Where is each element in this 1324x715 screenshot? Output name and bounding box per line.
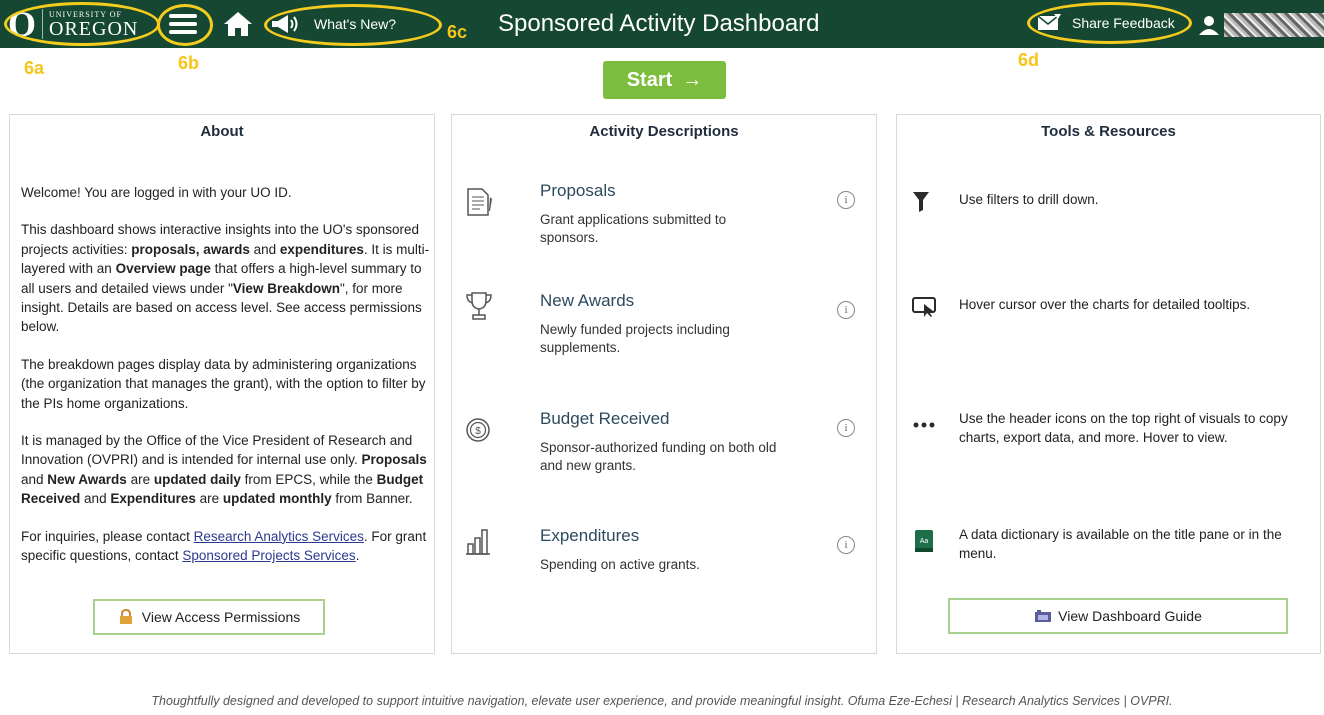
view-dashboard-guide-label: View Dashboard Guide xyxy=(1058,608,1202,624)
info-icon[interactable]: i xyxy=(837,191,855,209)
sponsored-projects-link[interactable]: Sponsored Projects Services xyxy=(182,548,356,564)
home-icon[interactable] xyxy=(222,10,254,38)
svg-text:$: $ xyxy=(475,426,481,437)
logo-line-2: OREGON xyxy=(49,17,139,40)
annotation-label-6c: 6c xyxy=(447,22,468,42)
tools-resources-panel xyxy=(896,114,1321,654)
annotation-circle-6a xyxy=(4,2,160,46)
logo-o-icon: O xyxy=(8,4,37,44)
document-icon xyxy=(464,187,494,217)
about-paragraph-4: It is managed by the Office of the Vice President of Research and Innovation (OVPRI) and is intended for internal use only. Proposals and New Awards are updated daily from EPCS, while the Budget Received and Expenditures are updated monthly from Banner. xyxy=(21,433,427,507)
about-panel xyxy=(9,114,435,654)
annotation-label-6b: 6b xyxy=(178,53,200,73)
start-button[interactable] xyxy=(603,61,726,99)
about-paragraph-5: For inquiries, please contact Research Analytics Services. For grant specific questions, contact Sponsored Projects Services. xyxy=(21,528,427,564)
guide-icon xyxy=(1034,609,1052,623)
page-title: Sponsored Activity Dashboard xyxy=(498,10,820,37)
activity-title: Expenditures xyxy=(540,526,640,545)
whats-new-label: What's New? xyxy=(314,16,397,32)
activity-title: Budget Received xyxy=(540,409,670,428)
dictionary-icon xyxy=(911,529,939,553)
tool-text: Use filters to drill down. xyxy=(959,192,1099,207)
user-icon xyxy=(1198,14,1220,36)
activity-description: Newly funded projects including supplements. xyxy=(540,322,730,355)
activity-title: Proposals xyxy=(540,181,616,200)
tool-text: Hover cursor over the charts for detailed tooltips. xyxy=(959,297,1251,312)
annotation-circle-6c xyxy=(264,4,442,46)
coin-icon xyxy=(464,415,494,445)
about-paragraph-2: This dashboard shows interactive insights into the UO's sponsored projects activities: proposals, awards and expenditures. It is multi-layered with an Overview page that offers a high-level summary to all users and detailed views under "View Breakdown", for more insight. Details are based on access level. See access permissions below. xyxy=(21,222,430,335)
info-icon[interactable]: i xyxy=(837,419,855,437)
activity-description: Spending on active grants. xyxy=(540,557,700,572)
user-account[interactable] xyxy=(1198,13,1324,37)
activity-description: Sponsor-authorized funding on both old and new grants. xyxy=(540,440,777,473)
about-paragraph-1: Welcome! You are logged in with your UO ID. xyxy=(21,185,292,200)
tool-text: A data dictionary is available on the title pane or in the menu. xyxy=(959,527,1282,561)
tools-heading: Tools & Resources xyxy=(1041,123,1176,140)
cursor-tooltip-icon xyxy=(911,295,939,319)
info-icon[interactable]: i xyxy=(837,301,855,319)
annotation-circle-6b xyxy=(157,4,213,46)
about-heading: About xyxy=(200,123,244,140)
view-access-permissions-label: View Access Permissions xyxy=(141,609,301,625)
share-feedback-label: Share Feedback xyxy=(1072,15,1175,31)
activity-descriptions-panel xyxy=(451,114,877,654)
lock-icon xyxy=(118,609,134,625)
tool-text: Use the header icons on the top right of visuals to copy charts, export data, and more. Hover to view. xyxy=(959,411,1288,445)
user-name-redacted xyxy=(1224,13,1324,37)
more-dots-icon xyxy=(911,413,939,437)
info-icon[interactable]: i xyxy=(837,536,855,554)
start-label: Start xyxy=(626,68,673,91)
trophy-icon xyxy=(464,291,494,321)
about-paragraph-3: The breakdown pages display data by administering organizations (the organization that manages the grant), with the option to filter by the PIs home organizations. xyxy=(21,356,426,411)
activity-heading: Activity Descriptions xyxy=(589,123,739,140)
annotation-label-6a: 6a xyxy=(24,58,45,78)
research-analytics-link[interactable]: Research Analytics Services xyxy=(193,528,364,544)
filter-icon xyxy=(911,190,939,214)
view-access-permissions-button[interactable] xyxy=(93,599,325,635)
view-dashboard-guide-button[interactable] xyxy=(948,598,1288,634)
logo-line-1: UNIVERSITY OF xyxy=(49,9,122,19)
arrow-right-icon: → xyxy=(682,68,703,91)
activity-title: New Awards xyxy=(540,291,635,310)
activity-description: Grant applications submitted to sponsors. xyxy=(540,212,727,245)
about-text xyxy=(21,183,431,566)
annotation-label-6d: 6d xyxy=(1018,50,1040,70)
footer-credits: Thoughtfully designed and developed to support intuitive navigation, elevate user experience, and provide meaningful insight. Ofuma Eze-Echesi | Research Analytics Services | OVPRI. xyxy=(151,694,1173,708)
bar-chart-icon xyxy=(464,526,494,556)
annotation-circle-6d xyxy=(1027,2,1192,44)
svg-text:Aa: Aa xyxy=(919,538,929,545)
